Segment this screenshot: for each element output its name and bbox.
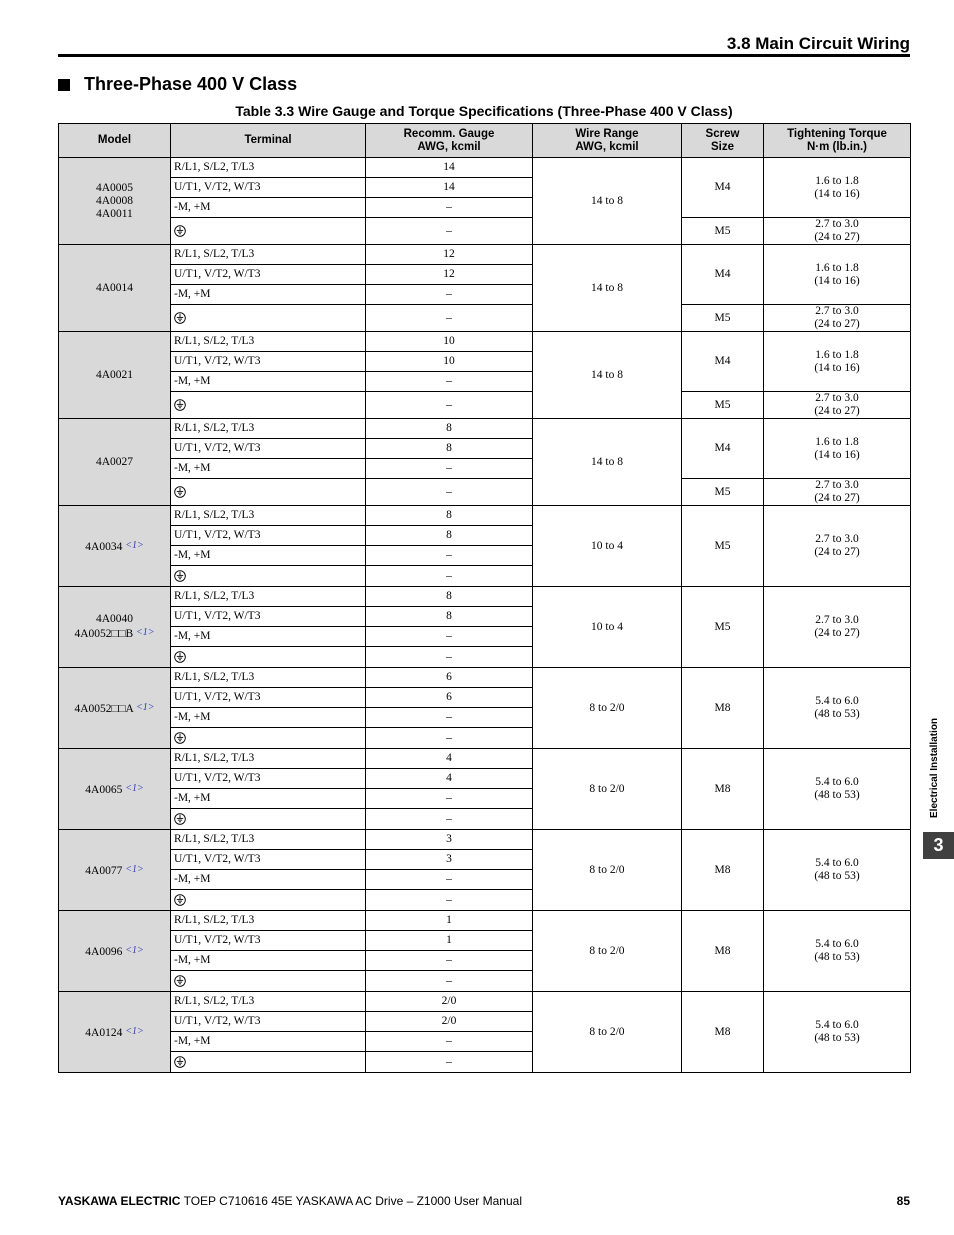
column-header: Recomm. Gauge AWG, kcmil (366, 124, 533, 158)
page-header (58, 32, 910, 54)
terminal-cell: U/T1, V/T2, W/T3 (171, 526, 366, 546)
table-row (59, 245, 911, 265)
terminal-cell: R/L1, S/L2, T/L3 (171, 911, 366, 931)
gauge-cell: 8 (366, 587, 533, 607)
gauge-cell: 8 (366, 439, 533, 459)
wire-range-cell: 14 to 8 (533, 158, 682, 245)
gauge-cell: 8 (366, 419, 533, 439)
table-row (59, 911, 911, 931)
wire-gauge-table (58, 123, 911, 1073)
model-cell: 4A0005 4A0008 4A0011 (59, 158, 171, 245)
gauge-cell: 1 (366, 931, 533, 951)
gauge-cell: 4 (366, 769, 533, 789)
column-header: Model (59, 124, 171, 158)
gauge-cell: – (366, 546, 533, 566)
table-row (59, 218, 911, 245)
table-row (59, 479, 911, 506)
gauge-cell: 8 (366, 526, 533, 546)
screw-size-cell: M5 (682, 587, 764, 668)
gauge-cell: – (366, 890, 533, 911)
terminal-cell: R/L1, S/L2, T/L3 (171, 830, 366, 850)
terminal-cell: -M, +M (171, 372, 366, 392)
terminal-cell: R/L1, S/L2, T/L3 (171, 587, 366, 607)
table-row (59, 305, 911, 332)
wire-range-cell: 8 to 2/0 (533, 749, 682, 830)
terminal-cell: -M, +M (171, 459, 366, 479)
torque-cell: 2.7 to 3.0 (24 to 27) (764, 218, 911, 245)
gauge-cell: – (366, 392, 533, 419)
gauge-cell: – (366, 1032, 533, 1052)
gauge-cell: 8 (366, 607, 533, 627)
gauge-cell: 2/0 (366, 992, 533, 1012)
gauge-cell: – (366, 870, 533, 890)
torque-cell: 1.6 to 1.8 (14 to 16) (764, 245, 911, 305)
model-cell: 4A0021 (59, 332, 171, 419)
terminal-cell: R/L1, S/L2, T/L3 (171, 749, 366, 769)
table-row (59, 392, 911, 419)
wire-range-cell: 14 to 8 (533, 332, 682, 419)
screw-size-cell: M8 (682, 749, 764, 830)
model-cell: 4A0124 <1> (59, 992, 171, 1073)
side-tab-label: Electrical Installation (929, 717, 940, 818)
torque-cell: 2.7 to 3.0 (24 to 27) (764, 506, 911, 587)
wire-range-cell: 10 to 4 (533, 587, 682, 668)
terminal-cell: R/L1, S/L2, T/L3 (171, 992, 366, 1012)
gauge-cell: 8 (366, 506, 533, 526)
terminal-cell (171, 809, 366, 830)
terminal-cell: R/L1, S/L2, T/L3 (171, 419, 366, 439)
terminal-cell: U/T1, V/T2, W/T3 (171, 688, 366, 708)
screw-size-cell: M8 (682, 911, 764, 992)
screw-size-cell: M8 (682, 668, 764, 749)
terminal-cell: U/T1, V/T2, W/T3 (171, 769, 366, 789)
gauge-cell: 10 (366, 352, 533, 372)
gauge-cell: – (366, 372, 533, 392)
terminal-cell: R/L1, S/L2, T/L3 (171, 158, 366, 178)
model-cell: 4A0014 (59, 245, 171, 332)
terminal-cell: U/T1, V/T2, W/T3 (171, 607, 366, 627)
column-header: Wire Range AWG, kcmil (533, 124, 682, 158)
terminal-cell (171, 890, 366, 911)
gauge-cell: – (366, 627, 533, 647)
terminal-cell: U/T1, V/T2, W/T3 (171, 439, 366, 459)
terminal-cell (171, 728, 366, 749)
model-cell: 4A0077 <1> (59, 830, 171, 911)
ground-icon (174, 894, 186, 906)
gauge-cell: – (366, 951, 533, 971)
screw-size-cell: M4 (682, 332, 764, 392)
torque-cell: 2.7 to 3.0 (24 to 27) (764, 305, 911, 332)
section-heading (58, 74, 297, 95)
column-header: Screw Size (682, 124, 764, 158)
torque-cell: 2.7 to 3.0 (24 to 27) (764, 479, 911, 506)
terminal-cell: U/T1, V/T2, W/T3 (171, 1012, 366, 1032)
terminal-cell: R/L1, S/L2, T/L3 (171, 245, 366, 265)
terminal-cell: -M, +M (171, 198, 366, 218)
gauge-cell: 12 (366, 245, 533, 265)
terminal-cell: R/L1, S/L2, T/L3 (171, 332, 366, 352)
footnote-ref: <1> (125, 863, 144, 875)
torque-cell: 2.7 to 3.0 (24 to 27) (764, 587, 911, 668)
table-row (59, 419, 911, 439)
footnote-ref: <1> (125, 539, 144, 551)
terminal-cell: U/T1, V/T2, W/T3 (171, 850, 366, 870)
model-cell: 4A0052□□A <1> (59, 668, 171, 749)
torque-cell: 1.6 to 1.8 (14 to 16) (764, 332, 911, 392)
terminal-cell (171, 479, 366, 506)
ground-icon (174, 813, 186, 825)
ground-icon (174, 651, 186, 663)
screw-size-cell: M5 (682, 218, 764, 245)
table-row (59, 749, 911, 769)
torque-cell: 5.4 to 6.0 (48 to 53) (764, 830, 911, 911)
table-header-row (59, 124, 911, 158)
torque-cell: 2.7 to 3.0 (24 to 27) (764, 392, 911, 419)
terminal-cell (171, 305, 366, 332)
gauge-cell: – (366, 285, 533, 305)
square-bullet-icon (58, 79, 70, 91)
table-row (59, 668, 911, 688)
footnote-ref: <1> (136, 701, 155, 713)
column-header: Tightening Torque N·m (lb.in.) (764, 124, 911, 158)
ground-icon (174, 570, 186, 582)
ground-icon (174, 312, 186, 324)
gauge-cell: 10 (366, 332, 533, 352)
ground-icon (174, 486, 186, 498)
gauge-cell: 4 (366, 749, 533, 769)
gauge-cell: 12 (366, 265, 533, 285)
screw-size-cell: M4 (682, 158, 764, 218)
table-row (59, 158, 911, 178)
terminal-cell: U/T1, V/T2, W/T3 (171, 265, 366, 285)
footnote-ref: <1> (136, 627, 155, 638)
terminal-cell (171, 647, 366, 668)
terminal-cell: -M, +M (171, 951, 366, 971)
footnote-ref: <1> (125, 1025, 144, 1037)
ground-icon (174, 975, 186, 987)
footer-doc: TOEP C710616 45E YASKAWA AC Drive – Z1000 User Manual (180, 1194, 522, 1208)
wire-range-cell: 10 to 4 (533, 506, 682, 587)
gauge-cell: – (366, 305, 533, 332)
terminal-cell (171, 1052, 366, 1073)
table-row (59, 992, 911, 1012)
terminal-cell (171, 971, 366, 992)
terminal-cell: U/T1, V/T2, W/T3 (171, 931, 366, 951)
model-cell: 4A0065 <1> (59, 749, 171, 830)
gauge-cell: – (366, 647, 533, 668)
table-row (59, 587, 911, 607)
torque-cell: 1.6 to 1.8 (14 to 16) (764, 419, 911, 479)
wire-range-cell: 8 to 2/0 (533, 992, 682, 1073)
terminal-cell (171, 566, 366, 587)
torque-cell: 5.4 to 6.0 (48 to 53) (764, 992, 911, 1073)
screw-size-cell: M5 (682, 305, 764, 332)
terminal-cell: -M, +M (171, 708, 366, 728)
gauge-cell: – (366, 728, 533, 749)
screw-size-cell: M8 (682, 830, 764, 911)
model-cell: 4A0040 4A0052□□B <1> (59, 587, 171, 668)
terminal-cell: -M, +M (171, 627, 366, 647)
model-cell: 4A0027 (59, 419, 171, 506)
wire-range-cell: 8 to 2/0 (533, 668, 682, 749)
gauge-cell: – (366, 479, 533, 506)
column-header: Terminal (171, 124, 366, 158)
table-row (59, 506, 911, 526)
gauge-cell: 1 (366, 911, 533, 931)
torque-cell: 5.4 to 6.0 (48 to 53) (764, 911, 911, 992)
gauge-cell: – (366, 1052, 533, 1073)
page-footer (58, 1194, 910, 1208)
gauge-cell: – (366, 789, 533, 809)
terminal-cell: U/T1, V/T2, W/T3 (171, 178, 366, 198)
terminal-cell: R/L1, S/L2, T/L3 (171, 668, 366, 688)
screw-size-cell: M4 (682, 419, 764, 479)
gauge-cell: 14 (366, 158, 533, 178)
ground-icon (174, 399, 186, 411)
footnote-ref: <1> (125, 944, 144, 956)
header-section-title: 3.8 Main Circuit Wiring (726, 34, 910, 53)
terminal-cell: R/L1, S/L2, T/L3 (171, 506, 366, 526)
screw-size-cell: M5 (682, 506, 764, 587)
screw-size-cell: M5 (682, 479, 764, 506)
model-cell: 4A0096 <1> (59, 911, 171, 992)
wire-range-cell: 8 to 2/0 (533, 911, 682, 992)
ground-icon (174, 1056, 186, 1068)
gauge-cell: 6 (366, 668, 533, 688)
wire-range-cell: 8 to 2/0 (533, 830, 682, 911)
model-cell: 4A0034 <1> (59, 506, 171, 587)
torque-cell: 5.4 to 6.0 (48 to 53) (764, 749, 911, 830)
terminal-cell: -M, +M (171, 870, 366, 890)
footer-brand: YASKAWA ELECTRIC (58, 1194, 181, 1208)
header-rule (58, 54, 910, 57)
chapter-tab[interactable]: 3 (923, 832, 954, 859)
torque-cell: 1.6 to 1.8 (14 to 16) (764, 158, 911, 218)
screw-size-cell: M8 (682, 992, 764, 1073)
terminal-cell: -M, +M (171, 1032, 366, 1052)
gauge-cell: – (366, 459, 533, 479)
page-number: 85 (896, 1194, 910, 1208)
gauge-cell: 3 (366, 830, 533, 850)
gauge-cell: – (366, 971, 533, 992)
terminal-cell (171, 218, 366, 245)
gauge-cell: – (366, 708, 533, 728)
table-row (59, 332, 911, 352)
gauge-cell: – (366, 218, 533, 245)
terminal-cell: -M, +M (171, 285, 366, 305)
screw-size-cell: M4 (682, 245, 764, 305)
gauge-cell: – (366, 198, 533, 218)
gauge-cell: – (366, 809, 533, 830)
terminal-cell: -M, +M (171, 546, 366, 566)
table-caption: Table 3.3 Wire Gauge and Torque Specifications (Three-Phase 400 V Class) (235, 103, 733, 119)
ground-icon (174, 732, 186, 744)
terminal-cell: -M, +M (171, 789, 366, 809)
gauge-cell: 3 (366, 850, 533, 870)
screw-size-cell: M5 (682, 392, 764, 419)
terminal-cell (171, 392, 366, 419)
gauge-cell: 14 (366, 178, 533, 198)
ground-icon (174, 225, 186, 237)
gauge-cell: – (366, 566, 533, 587)
footnote-ref: <1> (125, 782, 144, 794)
torque-cell: 5.4 to 6.0 (48 to 53) (764, 668, 911, 749)
section-title: Three-Phase 400 V Class (84, 74, 298, 94)
table-row (59, 830, 911, 850)
gauge-cell: 6 (366, 688, 533, 708)
terminal-cell: U/T1, V/T2, W/T3 (171, 352, 366, 372)
wire-range-cell: 14 to 8 (533, 245, 682, 332)
wire-range-cell: 14 to 8 (533, 419, 682, 506)
gauge-cell: 2/0 (366, 1012, 533, 1032)
